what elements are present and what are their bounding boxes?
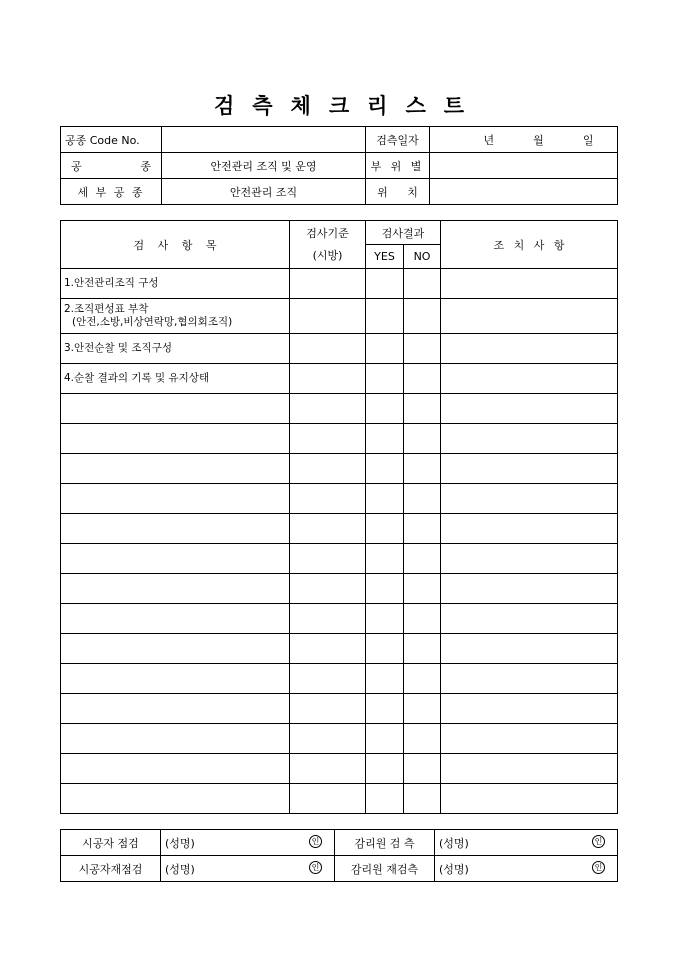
no-cell[interactable] bbox=[404, 634, 441, 664]
check-item-cell bbox=[61, 544, 290, 574]
standard-cell[interactable] bbox=[290, 514, 366, 544]
contractor-check-label: 시공자 점검 bbox=[61, 830, 161, 856]
yes-cell[interactable] bbox=[366, 634, 404, 664]
no-header: NO bbox=[404, 245, 441, 269]
check-item-text: 3.안전순찰 및 조직구성 bbox=[64, 342, 172, 354]
no-cell[interactable] bbox=[404, 544, 441, 574]
title-char: 스 bbox=[405, 93, 428, 118]
action-cell[interactable] bbox=[441, 634, 618, 664]
yes-cell[interactable] bbox=[366, 424, 404, 454]
location-value[interactable] bbox=[430, 179, 618, 205]
no-cell[interactable] bbox=[404, 454, 441, 484]
yes-cell[interactable] bbox=[366, 514, 404, 544]
check-item-text: 1.안전관리조직 구성 bbox=[64, 277, 159, 289]
table-row bbox=[61, 454, 618, 484]
check-item-cell bbox=[61, 514, 290, 544]
supervisor-check-label: 감리원 검 측 bbox=[335, 830, 435, 856]
check-item-cell bbox=[61, 394, 290, 424]
no-cell[interactable] bbox=[404, 299, 441, 334]
seal-icon: 인 bbox=[309, 835, 322, 848]
yes-cell[interactable] bbox=[366, 754, 404, 784]
standard-cell[interactable] bbox=[290, 454, 366, 484]
result-header: 검사결과 bbox=[366, 221, 441, 245]
table-row bbox=[61, 269, 618, 299]
yes-cell[interactable] bbox=[366, 394, 404, 424]
supervisor-check-signature[interactable] bbox=[435, 830, 618, 856]
check-item-text: 4.순찰 결과의 기록 및 유지상태 bbox=[64, 372, 210, 384]
no-cell[interactable] bbox=[404, 574, 441, 604]
standard-header-line2: (시방) bbox=[312, 248, 343, 262]
check-item-cell bbox=[61, 664, 290, 694]
table-row bbox=[61, 664, 618, 694]
work-label: 공 종 bbox=[61, 153, 162, 179]
action-cell[interactable] bbox=[441, 299, 618, 334]
name-label: (성명) bbox=[439, 836, 469, 850]
month-label: 월 bbox=[533, 133, 544, 147]
detail-label: 세 부 공 종 bbox=[61, 179, 162, 205]
action-cell[interactable] bbox=[441, 364, 618, 394]
standard-cell[interactable] bbox=[290, 269, 366, 299]
check-table bbox=[60, 220, 618, 814]
check-item-cell bbox=[61, 604, 290, 634]
action-cell[interactable] bbox=[441, 664, 618, 694]
part-value[interactable] bbox=[430, 153, 618, 179]
title-char: 크 bbox=[328, 93, 352, 118]
table-row bbox=[61, 724, 618, 754]
date-value[interactable] bbox=[430, 127, 618, 153]
yes-cell[interactable] bbox=[366, 484, 404, 514]
yes-cell[interactable] bbox=[366, 334, 404, 364]
standard-header-line1: 검사기준 bbox=[306, 226, 349, 240]
yes-cell[interactable] bbox=[366, 364, 404, 394]
yes-cell[interactable] bbox=[366, 544, 404, 574]
no-cell[interactable] bbox=[404, 364, 441, 394]
standard-cell[interactable] bbox=[290, 299, 366, 334]
action-cell[interactable] bbox=[441, 724, 618, 754]
standard-cell[interactable] bbox=[290, 634, 366, 664]
table-row bbox=[61, 299, 618, 334]
title-char: 검 bbox=[213, 93, 237, 118]
yes-cell[interactable] bbox=[366, 724, 404, 754]
action-cell[interactable] bbox=[441, 604, 618, 634]
no-cell[interactable] bbox=[404, 694, 441, 724]
standard-cell[interactable] bbox=[290, 724, 366, 754]
table-row bbox=[61, 694, 618, 724]
year-label: 년 bbox=[483, 133, 495, 147]
table-row bbox=[61, 754, 618, 784]
action-cell[interactable] bbox=[441, 754, 618, 784]
title-char: 트 bbox=[443, 93, 467, 118]
check-item-cell bbox=[61, 454, 290, 484]
yes-cell[interactable] bbox=[366, 574, 404, 604]
standard-cell[interactable] bbox=[290, 664, 366, 694]
yes-header: YES bbox=[366, 245, 404, 269]
yes-cell[interactable] bbox=[366, 454, 404, 484]
date-label: 검측일자 bbox=[366, 127, 430, 153]
yes-cell[interactable] bbox=[366, 664, 404, 694]
no-cell[interactable] bbox=[404, 514, 441, 544]
standard-cell[interactable] bbox=[290, 604, 366, 634]
contractor-check-signature[interactable] bbox=[161, 830, 335, 856]
action-cell[interactable] bbox=[441, 784, 618, 814]
no-cell[interactable] bbox=[404, 754, 441, 784]
sign-table bbox=[60, 829, 618, 882]
action-header: 조 치 사 항 bbox=[441, 221, 618, 269]
table-row bbox=[61, 634, 618, 664]
title-char: 체 bbox=[290, 93, 313, 118]
standard-cell[interactable] bbox=[290, 484, 366, 514]
action-cell[interactable] bbox=[441, 484, 618, 514]
action-cell[interactable] bbox=[441, 454, 618, 484]
title-char: 리 bbox=[367, 93, 390, 118]
check-item-text: (안전,소방,비상연락망,협의회조직) bbox=[72, 316, 233, 328]
check-item-cell bbox=[61, 694, 290, 724]
detail-value[interactable]: 안전관리 조직 bbox=[162, 179, 366, 205]
location-label: 위 치 bbox=[366, 179, 430, 205]
table-row bbox=[61, 484, 618, 514]
action-cell[interactable] bbox=[441, 269, 618, 299]
seal-icon: 인 bbox=[592, 835, 605, 848]
contractor-recheck-label: 시공자재점검 bbox=[61, 856, 161, 882]
standard-cell[interactable] bbox=[290, 334, 366, 364]
check-item-cell bbox=[61, 574, 290, 604]
action-cell[interactable] bbox=[441, 424, 618, 454]
table-row bbox=[61, 784, 618, 814]
standard-cell[interactable] bbox=[290, 574, 366, 604]
no-cell[interactable] bbox=[404, 484, 441, 514]
no-cell[interactable] bbox=[404, 724, 441, 754]
table-row bbox=[61, 424, 618, 454]
no-cell[interactable] bbox=[404, 664, 441, 694]
no-cell[interactable] bbox=[404, 604, 441, 634]
table-row bbox=[61, 604, 618, 634]
no-cell[interactable] bbox=[404, 424, 441, 454]
standard-cell[interactable] bbox=[290, 364, 366, 394]
seal-icon: 인 bbox=[592, 861, 605, 874]
check-item-cell bbox=[61, 269, 290, 299]
action-cell[interactable] bbox=[441, 394, 618, 424]
check-item-cell bbox=[61, 299, 290, 334]
check-item-cell bbox=[61, 484, 290, 514]
name-label: (성명) bbox=[439, 862, 469, 876]
part-label: 부 위 별 bbox=[366, 153, 430, 179]
table-row bbox=[61, 514, 618, 544]
yes-cell[interactable] bbox=[366, 269, 404, 299]
standard-cell[interactable] bbox=[290, 784, 366, 814]
check-item-cell bbox=[61, 424, 290, 454]
table-row bbox=[61, 394, 618, 424]
item-header: 검 사 항 목 bbox=[61, 221, 290, 269]
code-label: 공종 Code No. bbox=[61, 127, 162, 153]
supervisor-recheck-label: 감리원 재검측 bbox=[335, 856, 435, 882]
day-label: 일 bbox=[582, 133, 594, 147]
standard-cell[interactable] bbox=[290, 544, 366, 574]
check-item-cell bbox=[61, 634, 290, 664]
check-item-text: 2.조직편성표 부착 bbox=[64, 303, 149, 315]
standard-cell[interactable] bbox=[290, 694, 366, 724]
name-label: (성명) bbox=[165, 836, 195, 850]
action-cell[interactable] bbox=[441, 574, 618, 604]
table-row bbox=[61, 364, 618, 394]
work-value[interactable]: 안전관리 조직 및 운영 bbox=[162, 153, 366, 179]
supervisor-recheck-signature[interactable] bbox=[435, 856, 618, 882]
check-item-cell bbox=[61, 784, 290, 814]
no-cell[interactable] bbox=[404, 269, 441, 299]
check-item-cell bbox=[61, 364, 290, 394]
yes-cell[interactable] bbox=[366, 784, 404, 814]
title-char: 측 bbox=[252, 93, 275, 118]
check-item-cell bbox=[61, 334, 290, 364]
check-item-cell bbox=[61, 754, 290, 784]
action-cell[interactable] bbox=[441, 544, 618, 574]
code-value[interactable] bbox=[162, 127, 366, 153]
yes-cell[interactable] bbox=[366, 604, 404, 634]
table-row bbox=[61, 574, 618, 604]
yes-cell[interactable] bbox=[366, 694, 404, 724]
standard-cell[interactable] bbox=[290, 394, 366, 424]
info-table bbox=[60, 126, 618, 205]
no-cell[interactable] bbox=[404, 334, 441, 364]
standard-header bbox=[290, 221, 366, 269]
action-cell[interactable] bbox=[441, 694, 618, 724]
contractor-recheck-signature[interactable] bbox=[161, 856, 335, 882]
no-cell[interactable] bbox=[404, 784, 441, 814]
action-cell[interactable] bbox=[441, 514, 618, 544]
check-item-cell bbox=[61, 724, 290, 754]
seal-icon: 인 bbox=[309, 861, 322, 874]
standard-cell[interactable] bbox=[290, 754, 366, 784]
document-title bbox=[0, 90, 680, 120]
no-cell[interactable] bbox=[404, 394, 441, 424]
standard-cell[interactable] bbox=[290, 424, 366, 454]
yes-cell[interactable] bbox=[366, 299, 404, 334]
table-row bbox=[61, 334, 618, 364]
action-cell[interactable] bbox=[441, 334, 618, 364]
name-label: (성명) bbox=[165, 862, 195, 876]
table-row bbox=[61, 544, 618, 574]
